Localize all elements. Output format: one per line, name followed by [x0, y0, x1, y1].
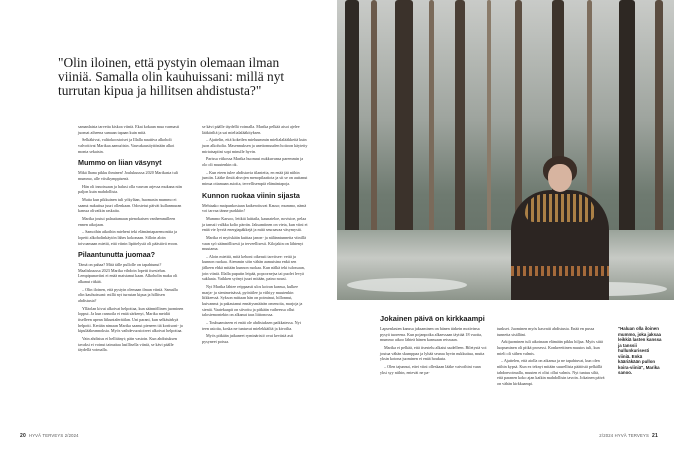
body-paragraph: – Samoihin aikoihin mieheni teki elämäntaparemonttia ja lopetti alkoholinkäytön lähes kokonaan. Silloin aloin toivoamaan mietiä, että viinin lipittelystä oli päästävä eroon. — [78, 229, 179, 246]
body-paragraph: – Olen tajunnut, ettei viini olleskaan lääke vaivoihini vaan yksi syy niihin, enteväi ne pa- — [380, 363, 481, 375]
body-paragraph: Myös pitkään jatkaneet ryminäristö ovat kevästä asti pysyneet poissa. — [202, 333, 294, 344]
portrait-photo — [337, 0, 674, 300]
body-paragraph: – Touhuamiseen ei enää ole ahdistuksen paikkatessa. Nyt teen asioita, koska ne tuntuvat mielekkäiltä ja kivoilta. — [202, 320, 301, 331]
body-paragraph: Mikä lhana pikku ihminen! Joulukuussa 2020 Marikasta tuli mummo, alle viisikymppisenä. — [78, 170, 178, 181]
body-paragraph: – Ajattelen, että aiolla on aikansa ja ne tapahtuvat, kun olen niihin kypsä. Kun ex teknyt mitään suurellista päätöstä pelkällä tahdonvoimalla, muuten ei olisi ollut valmis. Nyt tuntuu siltä, että paranen koko ajan kaikin mahdollisin tavoin. Jokainen päivä on vähän kirkkaampi. — [497, 358, 605, 386]
right-column-1 — [380, 326, 488, 377]
body-paragraph: Arkijuominen tuli aikoinaan elämään pikku hiljaa. Myös siitä luopuminen oli pitkä prosessi. Konkreettinen muutos tuli, kun mieli oli siihen valmis. — [497, 339, 603, 356]
body-paragraph: Mehtaako maipunkostaan katkeroituvat Kauso; mummo, nämä voi tarvaa tänne purkkiin! — [202, 202, 307, 214]
left-column-2 — [202, 124, 308, 347]
page-number-left: 20 — [20, 433, 26, 439]
body-paragraph: Mummo Karsoo, lettkiä laittaila, kaunateloe, novisioe, pelaa ja tanssii valkka kolio pärrän. Jaksamiinen on vieta, kun viini ei enää vie lyvriä energiapäkkejä ja mitä seuraavaa väsymystä. — [202, 215, 308, 233]
body-paragraph: Marika ei pelkää, että itsestelu alkaisi uudelleen. Biletystä voi joutua vähän skumppaa ja lyhää seuraa hyvin nukkuttua, mutta yksin kotona juominen ei enää houkuta. — [380, 344, 487, 362]
body-paragraph: Selkäkivut, valtiokoostoiset ja Illalla nauttiva alkoholi valvottivat Marikaa aamuöisin. Vauvakausityttönään alkoi monta sekaisin. — [78, 137, 175, 154]
body-paragraph: Lapsenlasten kanssa jaksaminen on hänen tärkein motivinsa pysyä tuoreena. Kun pojanpoika alkaessaan täyttää 18 vuotta, mummo aikoo lähteä hänen kanssaan reissuun. — [380, 326, 482, 343]
subheading: Kunnon ruokaa viinin sijasta — [202, 190, 300, 200]
magazine-name-left: HYVÄ TERVEYS 2/2024 — [28, 433, 79, 438]
body-paragraph: se kävi päälle täydellä voimalla. Marika pelkää aisoi ajelee lääkäriltä ja sai mielialalääkityksen. — [202, 124, 300, 135]
body-paragraph: Ylläolan kivut alkoivat helpottaa, kun säännöllinen juominen loppui. Ja kun rannoila ei enää särkenyt, Marika meidäi itselleen upean liikuntalerätilan. Uni parani, kun selkäsärkyä helpotti. Kerään nimaan Marika saanut pieneen tiä kortisoni- ja kipulääkeannoksia. Myös vaihdevuosioireet alkoivat helpottaa. — [78, 305, 184, 334]
subheading: Pilaantunutta juomaa? — [78, 250, 156, 260]
right-page — [337, 0, 674, 450]
body-paragraph: Marika joutui palauttamaan pienokaisen vanhemmilleen ennen aikojaan. — [78, 215, 176, 227]
folio-right — [599, 433, 658, 439]
body-paragraph: Mutta kun pikkuinen tuli yökyläan, huomasin mummo ei saanut nukuttua juuri ollenkaan. Odostetut päivät kullanmuran kanssa olivatkin raskaita. — [78, 196, 182, 214]
body-paragraph: Tämä on pahaa? Mitä tälle pullolle on tapahtunut? Maaliskuussa 2023 Marika vihdoin lopetti itsestelun. Lempipunaviini ei enää maistanut kaan. Alkoholin maku oli alkanut ritkää. — [78, 262, 178, 285]
page-number-right: 21 — [652, 433, 658, 439]
left-column-1 — [78, 124, 184, 355]
body-paragraph: Nyt Marika lähtee reippaasti ulos koiran kanssa, kulkee marja- ja sienimetsässä, pyöräilee ja viihtyy muutenkin liikkeessä. Sykson mittaan hän on poiminut, hillonnut, kuivannut ja pakastanut ennätysmäärän omenoita, marjoja ja sieniä. Vaatekaapit on siivottu ja pitkään vaiheessa ollut talosiemontekin on alkanut taas liittonossa. — [202, 284, 303, 318]
body-paragraph: Vain ahdistus ei hellitänyt; päin vastoin. Kun ahdistuksen tavaksi ei voinut tainuttaa lasillisella viiniä, se kävi päälle täydellä voimalla. — [78, 336, 177, 353]
body-paragraph: – Olin iloinen, että pystyin olemaan ilman viiniä. Samalla olin kauhuissani: millä nyt turrutan kipua ja hillitsen ahdistusta? — [78, 286, 178, 304]
section-heading: Jokainen päivä on kirkkaampi — [380, 314, 485, 323]
body-paragraph: tunkset. Juominen myös kasvatti ahdistusta. Enää en pussa tunnetta sisälläni. — [497, 326, 595, 337]
body-paragraph: Hän oli innoissaan ja halusi olla vauvan arjessa mukana niin paljon kuin mahdollista. — [78, 183, 182, 195]
subheading: Mummo on liian väsynyt — [78, 158, 162, 168]
right-column-2 — [497, 326, 605, 389]
woman-figure — [505, 156, 615, 300]
page-title-quote: "Olin iloinen, että pystyin olemaan ilman viiniä. Samalla olin kauhuissani: millä nyt turrutan kipua ja hillitsen ahdistusta?" — [58, 55, 285, 99]
body-paragraph: – Kun eteen tulee ahdistavia tilanteita, en enää jää niihin jumiin. Lääke ilmiä ahvojen menopilaatiota ja sit se on auttanut minua ottamaan asioita, tervellisempiä elämäntapoja. — [202, 169, 308, 186]
body-paragraph: – Ajattelin, että kokeilen mieluummin mielialalääkkeitä kuin juon alkoholia. Masennuksen ja unettomuuden hoitoon käytetty mirtatsapiini sopi minulle hyvin. — [202, 137, 308, 154]
body-paragraph: Marika ei myöskään kuittaa janon- ja nälänntunnetta viinillä vaan syö säännöllisesti ja terveellisesti. Kilojakin on lähtenyt muutama. — [202, 234, 306, 252]
folio-left — [20, 433, 79, 439]
body-paragraph: samanlaista tarvetta kiskoa viiniä. Ekat kokaan mua varmasti juomat aiheena samaan tapaan kuin mitä. — [78, 124, 180, 135]
magazine-name-right: 2/2024 HYVÄ TERVEYS — [599, 433, 650, 438]
body-paragraph: – Aloin miettiä, mitä kehoni oikeasti tarvitsee: vettä ja kunnon ruokaa. Aiemmin söin vähän aamuisina enkä sen jälkeen ehkä mitään kunnon ruokaa. Kun nälkä teki tulossaan, join viiniä. Illalla puputin leipää, popcornejsa tai puolet levyä suklaata. Vaikken syönyt juuri mitään, paino nousi. — [202, 253, 305, 282]
pull-quote: "Haluan olla iloinen mummo, joka jaksaa leikkiä lasten kanssa ja tanssii hullunkurisesti viiniä. Enkä kääriäkään pullon koira-viiniä", Marika sanoo. — [618, 326, 662, 375]
body-paragraph: Parissa viikossa Marika huomasi nukkuvansa paremmin ja olo oli muutenkin ok. — [202, 156, 304, 167]
